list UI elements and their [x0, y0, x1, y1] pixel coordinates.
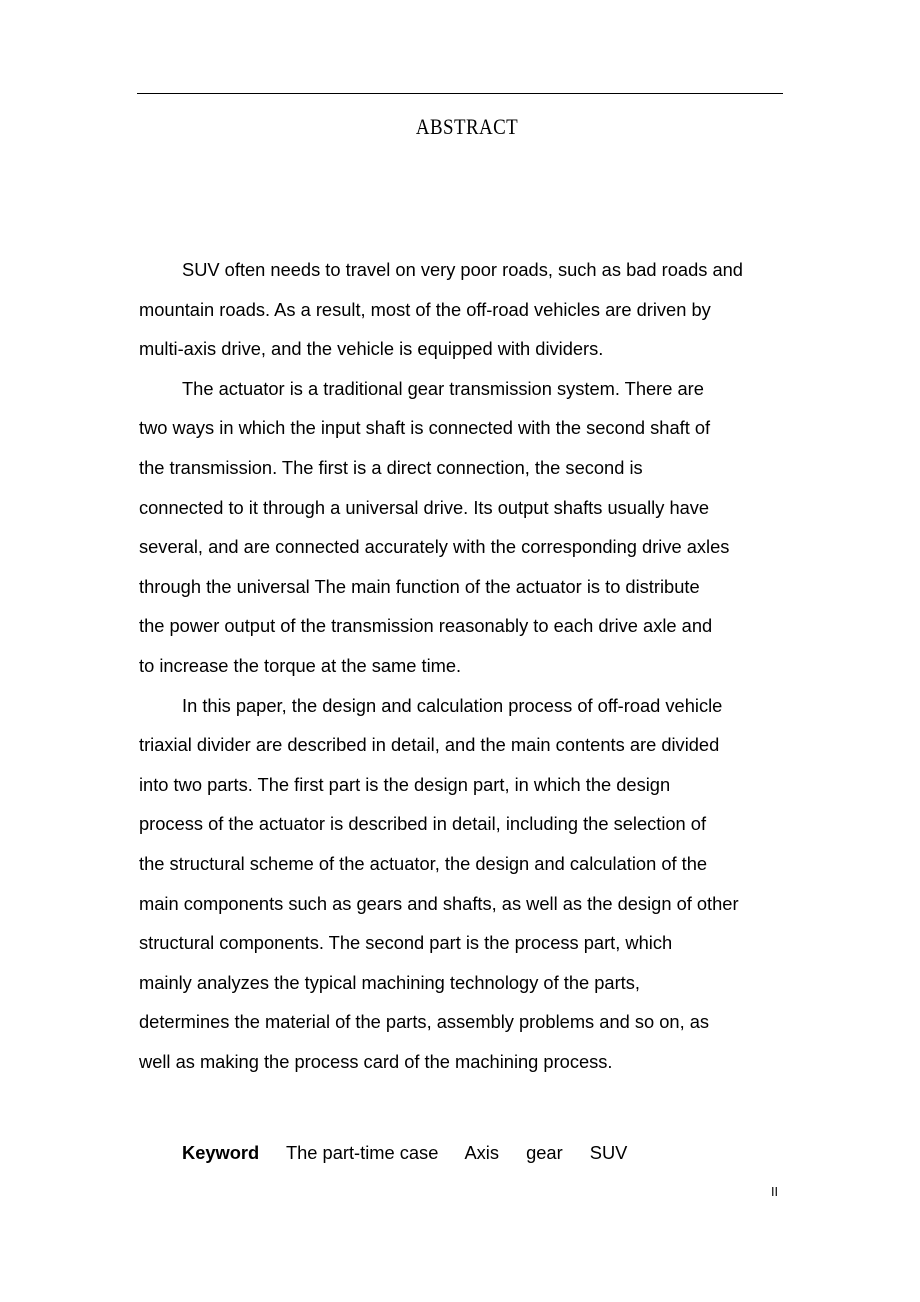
abstract-paragraph-2: [139, 369, 785, 686]
keyword-item: SUV: [589, 1142, 628, 1163]
paragraph-line: The actuator is a traditional gear transmission system. There are: [182, 377, 704, 399]
abstract-body: [139, 250, 785, 1081]
keyword-item: Axis: [464, 1142, 499, 1163]
paragraph-line: structural components. The second part is the process part, which: [139, 932, 673, 954]
paragraph-line: triaxial divider are described in detail, and the main contents are divided: [139, 734, 720, 756]
paragraph-line: into two parts. The first part is the design part, in which the design: [139, 773, 671, 795]
paragraph-line: the structural scheme of the actuator, the design and calculation of the: [139, 852, 708, 874]
abstract-paragraph-3: [139, 686, 785, 1082]
paragraph-line: connected to it through a universal drive. Its output shafts usually have: [139, 496, 710, 518]
page-number: II: [771, 1185, 779, 1199]
paragraph-line: SUV often needs to travel on very poor roads, such as bad roads and: [182, 259, 743, 280]
paragraph-line: In this paper, the design and calculation process of off-road vehicle: [182, 694, 723, 716]
keywords-label: Keyword: [182, 1142, 260, 1163]
keyword-item: The part-time case: [285, 1142, 439, 1163]
paragraph-line: mountain roads. As a result, most of the off-road vehicles are driven by: [139, 298, 711, 320]
header-rule: [137, 93, 783, 94]
paragraph-line: several, and are connected accurately with the corresponding drive axles: [139, 536, 730, 558]
paragraph-line: to increase the torque at the same time.: [139, 654, 462, 676]
paragraph-line: the power output of the transmission reasonably to each drive axle and: [139, 615, 713, 637]
paragraph-line: process of the actuator is described in detail, including the selection of: [139, 813, 707, 835]
paragraph-line: main components such as gears and shafts, as well as the design of other: [139, 892, 739, 914]
paragraph-line: well as making the process card of the machining process.: [139, 1050, 613, 1072]
paragraph-line: two ways in which the input shaft is connected with the second shaft of: [139, 417, 711, 439]
abstract-paragraph-1: [139, 250, 785, 369]
paragraph-line: mainly analyzes the typical machining technology of the parts,: [139, 971, 640, 993]
paragraph-line: through the universal The main function of the actuator is to distribute: [139, 575, 700, 597]
paragraph-line: the transmission. The first is a direct connection, the second is: [139, 456, 643, 478]
paragraph-line: multi-axis drive, and the vehicle is equipped with dividers.: [139, 338, 604, 360]
keywords-line: [182, 1138, 649, 1168]
paragraph-line: determines the material of the parts, assembly problems and so on, as: [139, 1011, 710, 1033]
page-title: ABSTRACT: [415, 114, 519, 139]
keyword-item: gear: [526, 1142, 563, 1163]
